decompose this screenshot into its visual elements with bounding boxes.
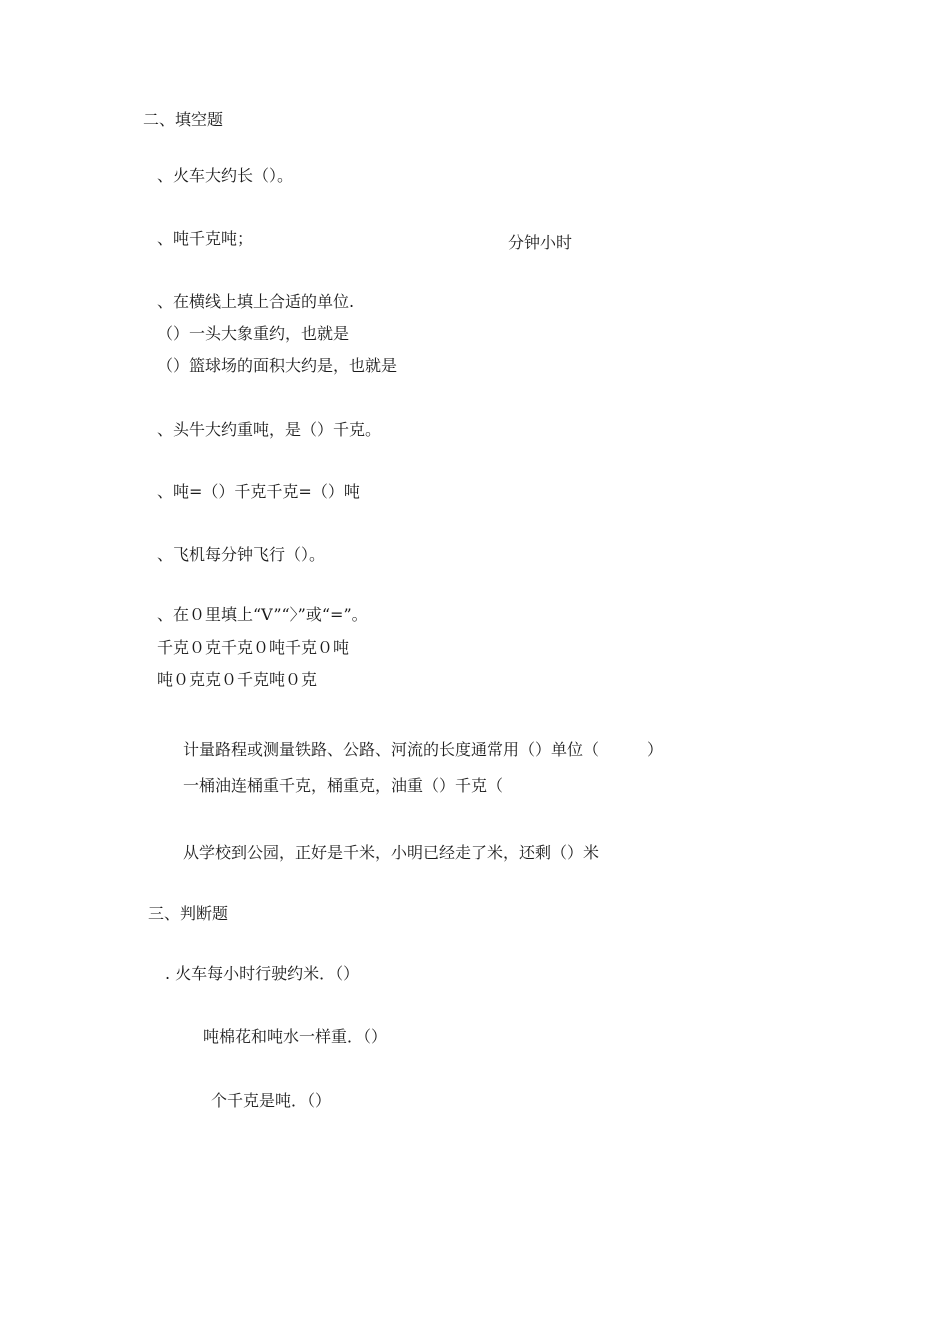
fill-item-10: 从学校到公园，正好是千米，小明已经走了米，还剩（）米: [183, 843, 600, 862]
judge-item-1: . 火车每小时行驶约米．（）: [165, 964, 360, 983]
fill-item-3-stem: 、在横线上填上合适的单位.: [157, 292, 355, 311]
fill-item-9: 一桶油连桶重千克，桶重克，油重（）千克（: [183, 776, 504, 795]
fill-item-7-b: 吨０克克０千克吨０克: [157, 670, 318, 689]
fill-item-1: 、火车大约长（）。: [157, 166, 294, 185]
fill-item-7-stem: 、在０里填上“V”“〉”或“=”。: [157, 605, 368, 624]
fill-item-4: 、头牛大约重吨，是（）千克。: [157, 420, 382, 439]
fill-item-2-right: 分钟小时: [508, 233, 573, 252]
judge-item-2: 吨棉花和吨水一样重．（）: [203, 1027, 388, 1046]
fill-item-7-a: 千克０克千克０吨千克０吨: [157, 638, 350, 657]
fill-item-8: 计量路程或测量铁路、公路、河流的长度通常用（）单位（ ）: [183, 740, 664, 759]
fill-item-2-left: 、吨千克吨；: [157, 229, 254, 248]
fill-item-6: 、飞机每分钟飞行（）。: [157, 545, 326, 564]
section-fill-title: 二、填空题: [143, 110, 224, 129]
judge-item-3: 个千克是吨．（）: [211, 1091, 332, 1110]
fill-item-5: 、吨=（）千克千克=（）吨: [157, 482, 360, 501]
fill-item-3-a: （）一头大象重约，也就是: [157, 324, 350, 343]
fill-item-3-b: （）篮球场的面积大约是，也就是: [157, 356, 398, 375]
section-judge-title: 三、判断题: [148, 904, 229, 923]
